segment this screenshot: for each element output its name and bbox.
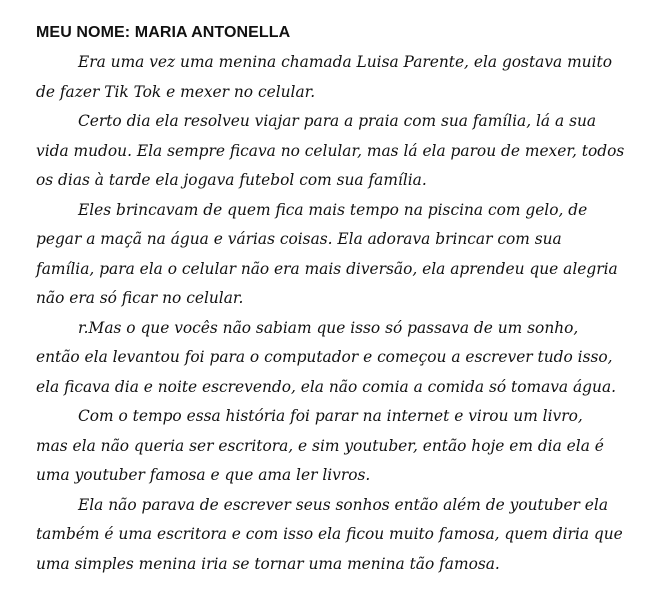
paragraph-5 [36, 402, 604, 491]
text-line: Certo dia ela resolveu viajar para a praia com sua família, lá a sua [78, 112, 597, 130]
paragraph-2 [36, 107, 625, 196]
text-line: então ela levantou foi para o computador e começou a escrever tudo isso, [36, 348, 613, 366]
story-body [36, 48, 625, 579]
text-line: r.Mas o que vocês não sabiam que isso só passava de um sonho, [78, 318, 579, 337]
text-line: família, para ela o celular não era mais diversão, ela aprendeu que alegria [36, 259, 618, 278]
text-line: de fazer Tik Tok e mexer no celular. [36, 82, 316, 101]
text-line: Eles brincavam de quem fica mais tempo na piscina com gelo, de [78, 200, 588, 219]
paragraph-6 [36, 491, 623, 580]
text-line: Era uma vez uma menina chamada Luisa Parente, ela gostava muito [78, 53, 612, 71]
text-line: ela ficava dia e noite escrevendo, ela não comia a comida só tomava água. [36, 377, 617, 396]
text-line: vida mudou. Ela sempre ficava no celular, mas lá ela parou de mexer, todos [36, 141, 625, 160]
document-heading: MEU NOME: MARIA ANTONELLA [36, 24, 291, 41]
text-line: Ela não parava de escrever seus sonhos então além de youtuber ela [78, 495, 609, 514]
paragraph-4 [36, 314, 617, 403]
paragraph-3 [36, 196, 618, 314]
text-line: Com o tempo essa história foi parar na internet e virou um livro, [78, 407, 583, 425]
text-line: também é uma escritora e com isso ela ficou muito famosa, quem diria que [36, 525, 623, 543]
text-line: não era só ficar no celular. [36, 289, 244, 307]
text-line: uma youtuber famosa e que ama ler livros. [36, 466, 371, 484]
text-line: mas ela não queria ser escritora, e sim youtuber, então hoje em dia ela é [36, 436, 604, 455]
text-line: pegar a maçã na água e várias coisas. Ela adorava brincar com sua [36, 230, 562, 248]
text-line: os dias à tarde ela jogava futebol com sua família. [36, 171, 427, 189]
text-line: uma simples menina iria se tornar uma menina tão famosa. [36, 554, 500, 573]
paragraph-1 [36, 48, 612, 107]
